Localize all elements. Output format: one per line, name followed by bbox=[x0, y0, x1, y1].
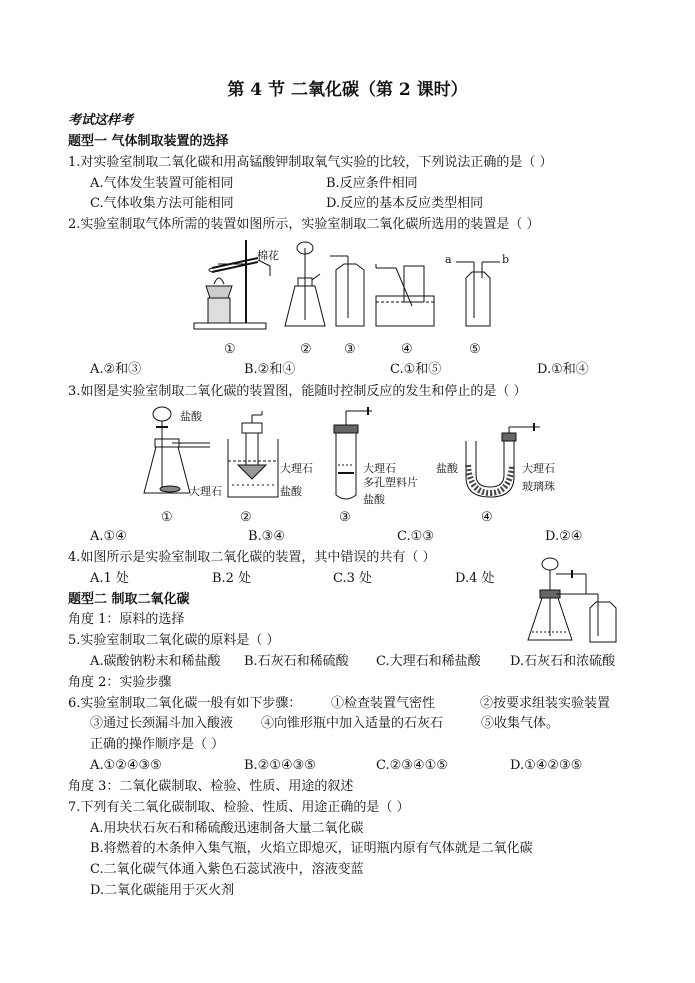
q2-option-d: D.①和④ bbox=[537, 362, 589, 377]
q3-caption-2: ② bbox=[240, 510, 252, 525]
q2-stem: 2.实验室制取气体所需的装置如图所示，实验室制取二氧化碳所选用的装置是（ ） bbox=[68, 217, 540, 232]
q4-option-b: B.2 处 bbox=[212, 571, 252, 586]
q2-option-a: A.②和③ bbox=[90, 362, 142, 377]
q2-device-5 bbox=[456, 262, 500, 326]
q6-ask: 正确的操作顺序是（ ） bbox=[90, 737, 225, 752]
q7-option-b: B.将燃着的木条伸入集气瓶，火焰立即熄灭，证明瓶内原有气体就是二氧化碳 bbox=[90, 841, 533, 856]
q6-option-b: B.②①④③⑤ bbox=[244, 758, 316, 773]
q6-step-1: ①检查装置气密性 bbox=[331, 696, 436, 711]
q2-caption-5: ⑤ bbox=[469, 342, 481, 357]
q7-option-a: A.用块状石灰石和稀硫酸迅速制备大量二氧化碳 bbox=[90, 821, 364, 836]
q4-stem: 4.如图所示是实验室制取二氧化碳的装置，其中错误的共有（ ） bbox=[68, 550, 436, 565]
q6-option-d: D.①④②③⑤ bbox=[510, 758, 583, 773]
q2-label-b: b bbox=[502, 253, 510, 266]
q3-stem: 3.如图是实验室制取二氧化碳的装置图，能随时控制反应的发生和停止的是（ ） bbox=[68, 384, 527, 399]
q6-stem: 6.实验室制取二氧化碳一般有如下步骤： bbox=[68, 696, 302, 711]
q6-step-2: ②按要求组装实验装置 bbox=[480, 696, 611, 711]
q3-apparatus-figure bbox=[0, 405, 695, 505]
q2-device-4 bbox=[376, 264, 434, 326]
q3-label-acid2: 盐酸 bbox=[280, 485, 302, 498]
q2-option-b: B.②和④ bbox=[244, 362, 296, 377]
q1-option-c: C.气体收集方法可能相同 bbox=[90, 196, 234, 211]
q4-option-a: A.1 处 bbox=[90, 571, 129, 586]
q2-apparatus-figure bbox=[0, 238, 695, 348]
type2-heading: 题型二 制取二氧化碳 bbox=[68, 592, 190, 607]
q3-option-a: A.①④ bbox=[90, 529, 127, 544]
q3-device-2 bbox=[228, 411, 278, 497]
q6-step-3: ③通过长颈漏斗加入酸液 bbox=[90, 716, 234, 731]
q3-label-acid1: 盐酸 bbox=[180, 410, 202, 423]
q4-option-c: C.3 处 bbox=[333, 571, 373, 586]
q2-label-cotton: 棉花 bbox=[257, 249, 279, 262]
q3-label-beads4: 玻璃珠 bbox=[522, 480, 555, 493]
q5-option-d: D.石灰石和浓硫酸 bbox=[510, 654, 616, 669]
q2-option-c: C.①和⑤ bbox=[390, 362, 442, 377]
q6-option-c: C.②③④①⑤ bbox=[376, 758, 448, 773]
q2-label-a: a bbox=[445, 253, 452, 266]
q6-option-a: A.①②④③⑤ bbox=[90, 758, 162, 773]
q5-option-c: C.大理石和稀盐酸 bbox=[376, 654, 481, 669]
q2-device-2 bbox=[285, 242, 325, 326]
q3-caption-4: ④ bbox=[481, 510, 493, 525]
q4-apparatus-figure bbox=[520, 556, 640, 646]
page-title: 第 4 节 二氧化碳（第 2 课时） bbox=[227, 80, 468, 100]
angle3-heading: 角度 3：二氧化碳制取、检验、性质、用途的叙述 bbox=[68, 779, 354, 794]
q1-option-a: A.气体发生装置可能相同 bbox=[90, 176, 234, 191]
q2-caption-2: ② bbox=[300, 342, 312, 357]
section-intro: 考试这样考 bbox=[68, 113, 134, 128]
q3-label-marble2: 大理石 bbox=[280, 462, 313, 475]
q6-step-5: ⑤收集气体。 bbox=[481, 716, 560, 731]
q3-label-marble3: 大理石 bbox=[363, 462, 396, 475]
q4-option-d: D.4 处 bbox=[455, 571, 495, 586]
q1-option-d: D.反应的基本反应类型相同 bbox=[326, 196, 484, 211]
q2-device-3 bbox=[330, 256, 364, 326]
q5-option-a: A.碳酸钠粉末和稀盐酸 bbox=[90, 654, 221, 669]
q2-caption-4: ④ bbox=[401, 342, 413, 357]
q3-option-d: D.②④ bbox=[545, 529, 583, 544]
q5-option-b: B.石灰石和稀硫酸 bbox=[244, 654, 349, 669]
q7-option-d: D.二氧化碳能用于灭火剂 bbox=[90, 883, 235, 898]
q5-stem: 5.实验室制取二氧化碳的原料是（ ） bbox=[68, 633, 280, 648]
q7-option-c: C.二氧化碳气体通入紫色石蕊试液中，溶液变蓝 bbox=[90, 862, 364, 877]
q2-caption-3: ③ bbox=[344, 342, 356, 357]
q3-label-acid3: 盐酸 bbox=[363, 493, 385, 506]
q3-label-marble4: 大理石 bbox=[522, 462, 555, 475]
q1-option-b: B.反应条件相同 bbox=[326, 176, 418, 191]
q7-stem: 7.下列有关二氧化碳制取、检验、性质、用途正确的是（ ） bbox=[68, 800, 410, 815]
q3-label-marble1: 大理石 bbox=[189, 485, 222, 498]
q3-label-acid4: 盐酸 bbox=[436, 462, 458, 475]
angle2-heading: 角度 2：实验步骤 bbox=[68, 675, 172, 690]
type1-heading: 题型一 气体制取装置的选择 bbox=[68, 134, 229, 149]
q6-step-4: ④向锥形瓶中加入适量的石灰石 bbox=[261, 716, 444, 731]
q1-stem: 1.对实验室制取二氧化碳和用高锰酸钾制取氧气实验的比较，下列说法正确的是（ ） bbox=[68, 155, 553, 170]
q2-caption-1: ① bbox=[224, 342, 236, 357]
q3-option-b: B.③④ bbox=[248, 529, 285, 544]
angle1-heading: 角度 1：原料的选择 bbox=[68, 612, 185, 627]
q3-label-plate3: 多孔塑料片 bbox=[363, 476, 418, 489]
q3-option-c: C.①③ bbox=[397, 529, 434, 544]
q3-caption-3: ③ bbox=[339, 510, 351, 525]
q3-caption-1: ① bbox=[161, 510, 173, 525]
